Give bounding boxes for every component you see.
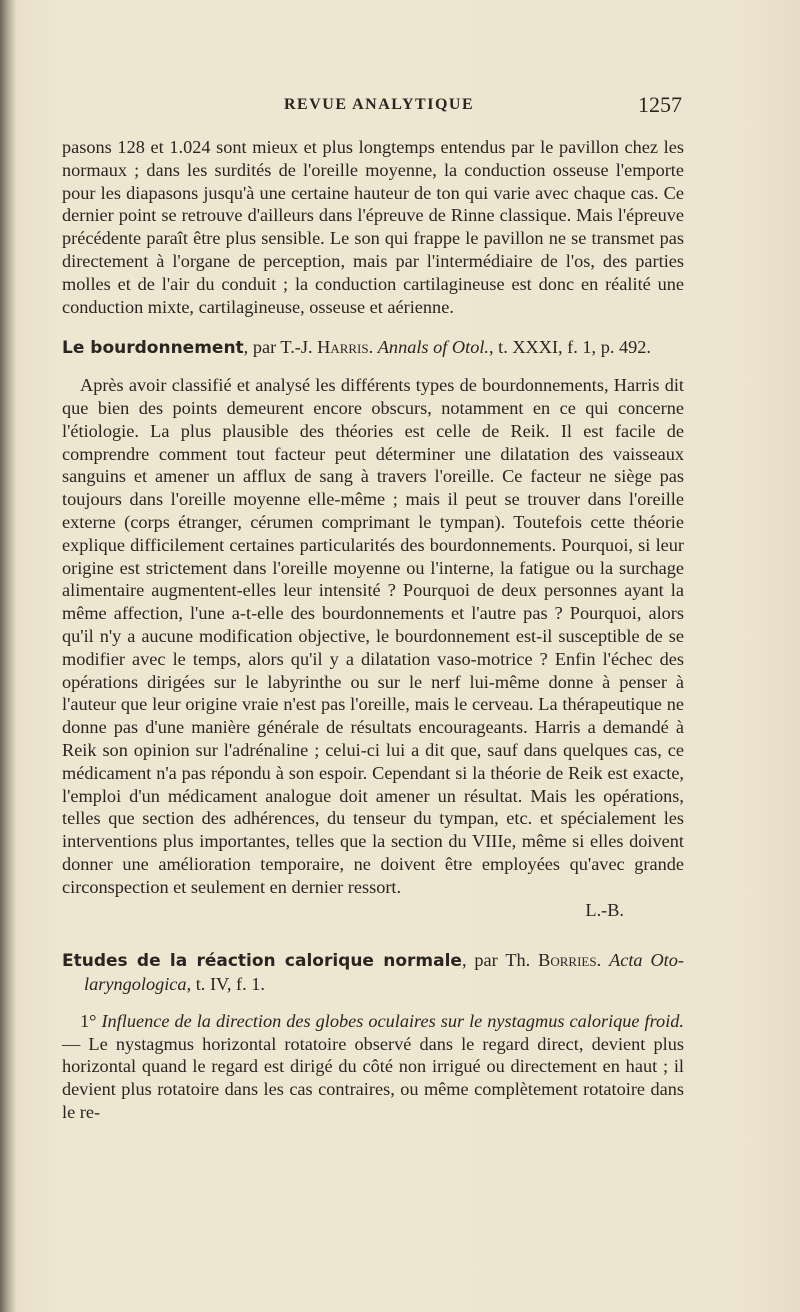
- article-heading-reaction-calorique: [62, 949, 684, 996]
- article-journal: Annals of Otol.: [377, 337, 489, 358]
- article-reference: , t. XXXI, f. 1, p. 492.: [488, 337, 651, 358]
- article-title: Le bourdonnement: [62, 338, 244, 359]
- sub-section-paragraph: [62, 1010, 684, 1124]
- article-signature: L.-B.: [585, 899, 624, 920]
- sub-section-body: — Le nystagmus horizontal rotatoire observé dans le regard direct, devient plus horizontal quand le regard est dirigé du côté non irrigué ou directement en haut ; il devient plus rotatoire dans les cas contraires, ou même complètement rotatoire dans le re-: [62, 1033, 684, 1123]
- binding-edge: [0, 0, 16, 1312]
- article-heading-bourdonnement: [62, 336, 684, 360]
- article-sep: .: [368, 337, 378, 358]
- article-journal: Acta Oto-laryngologica: [84, 950, 684, 995]
- page-number: 1257: [638, 92, 682, 117]
- page-header: [62, 92, 682, 120]
- running-title: REVUE ANALYTIQUE: [284, 96, 475, 113]
- article-title: Etudes de la réaction calorique normale: [62, 951, 462, 972]
- article-body: Après avoir classifié et analysé les différents types de bourdonnements, Harris dit que bien des points demeurent encore obscurs, notamment en ce qui concerne l'étiologie. La plus plausible des théories est celle de Reik. Il est facile de comprendre comment tout facteur peut déterminer une dilatation des vaisseaux sanguins et amener un afflux de sang à travers l'oreille. Ce facteur ne siège pas toujours dans l'oreille moyenne elle-même ; mais il peut se trouver dans l'oreille externe (corps étranger, cérumen comprimant le tympan). Toutefois cette théorie explique difficilement certaines particularités des bourdonnements. Pourquoi, si leur origine est strictement dans l'oreille moyenne ou l'interne, la fatigue ou la surchage alimentaire augmentent-elles leur intensité ? Pourquoi de deux personnes ayant la même affection, l'une a-t-elle des bourdonnements et l'autre pas ? Pourquoi, alors qu'il n'y a aucune modification objective, le bourdonnement est-il susceptible de se modifier avec le temps, alors qu'il y a dilatation vaso-motrice ? Enfin l'échec des opérations dirigées sur le labyrinthe ou sur le nerf lui-même donne à penser à l'auteur que leur origine vraie n'est pas l'oreille, mais le cerveau. La thérapeutique ne donne pas d'une manière générale de résultats encourageants. Harris a demandé à Reik son opinion sur l'adrénaline ; celui-ci lui a dit que, sauf dans quelques cas, ce médicament n'a pas répondu à son espoir. Cependant si la théorie de Reik est exacte, l'emploi d'un médicament analogue doit amener un résultat. Mais les opérations, telles que section des adhérences, du tenseur du tympan, etc. et spécialement les interventions plus importantes, telles que la section du VIIIe, même si elles doivent donner une amélioration temporaire, ne doivent être employées qu'avec grande circonspection et seulement en dernier ressort.: [62, 375, 684, 897]
- article-author: Borries: [538, 950, 597, 971]
- article-by: , par T.-J.: [243, 337, 318, 358]
- article-by: , par Th.: [461, 950, 539, 971]
- article-reference: , t. IV, f. 1.: [186, 974, 265, 995]
- body-text: [62, 136, 684, 1124]
- sub-section-number: 1°: [80, 1010, 102, 1031]
- intro-paragraph: pasons 128 et 1.024 sont mieux et plus longtemps entendus par le pavillon chez les normaux ; dans les surdités de l'oreille moyenne, la conduction osseuse l'emporte pour les diapasons jusqu'à une certaine hauteur de ton qui varie avec chaque cas. Ce dernier point se retrouve d'ailleurs dans l'épreuve de Rinne classique. Mais l'épreuve précédente paraît être plus sensible. Le son qui frappe le pavillon ne se transmet pas directement à l'organe de perception, mais par l'intermédiaire de l'os, des parties molles et de l'air du conduit ; la conduction cartilagineuse est donc en réalité une conduction mixte, cartilagineuse, osseuse et aérienne.: [62, 137, 684, 317]
- sub-section-title: Influence de la direction des globes oculaires sur le nystagmus calorique froid.: [101, 1010, 684, 1031]
- article-author: Harris: [317, 337, 369, 358]
- article-sep: .: [596, 950, 610, 971]
